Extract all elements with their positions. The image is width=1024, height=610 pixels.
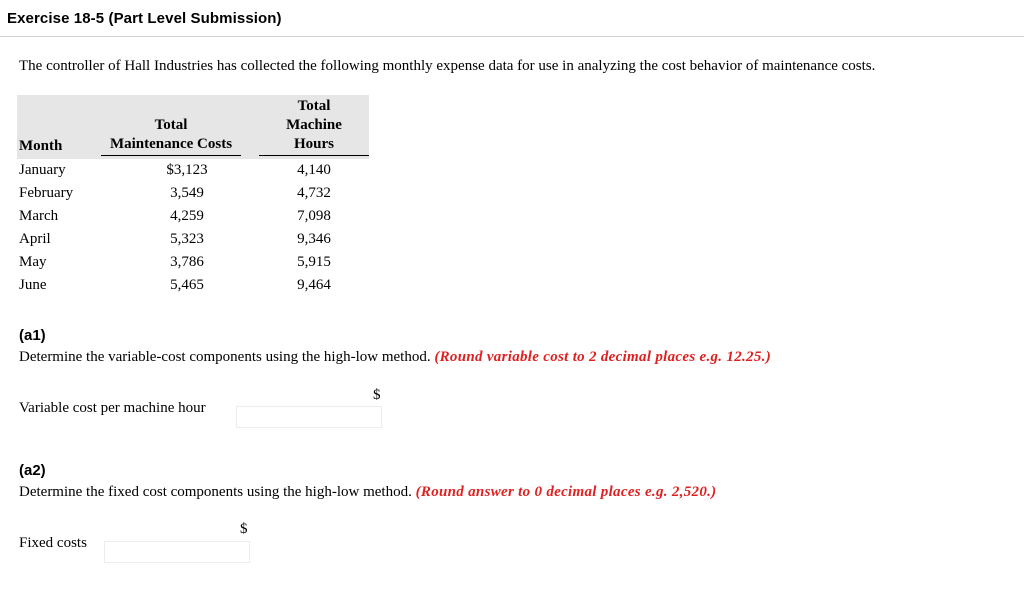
part-a2-label: (a2) [19, 462, 46, 479]
part-a1-question [19, 349, 771, 366]
month-cell: June [19, 277, 47, 293]
part-a2-hint: (Round answer to 0 decimal places e.g. 2,520.) [415, 484, 717, 500]
table-row [17, 159, 369, 182]
hours-header-line2: Machine [286, 117, 342, 133]
expense-data-table [17, 95, 369, 297]
cost-cell: 5,323 [170, 231, 204, 247]
hours-cell: 4,140 [297, 162, 331, 178]
cost-cell: 3,786 [170, 254, 204, 270]
variable-cost-input[interactable] [236, 406, 382, 428]
table-header-row [17, 95, 369, 159]
month-cell: May [19, 254, 47, 270]
part-a2-currency-symbol: $ [240, 521, 248, 537]
table-row [17, 228, 369, 251]
month-cell: January [19, 162, 66, 178]
cost-header-line1: Total [154, 117, 188, 133]
part-a1-label: (a1) [19, 327, 46, 344]
fixed-costs-label: Fixed costs [19, 535, 87, 551]
part-a1-hint: (Round variable cost to 2 decimal places e.g. 12.25.) [434, 349, 772, 365]
maintenance-costs-header [101, 95, 241, 159]
hours-cell: 9,464 [297, 277, 331, 293]
cost-cell: $3,123 [166, 162, 208, 178]
month-cell: March [19, 208, 59, 224]
part-a1-currency-symbol: $ [373, 387, 381, 403]
hours-cell: 9,346 [297, 231, 331, 247]
intro-text: The controller of Hall Industries has collected the following monthly expense data for use in analyzing the cost behavior of maintenance costs. [19, 58, 876, 74]
variable-cost-label: Variable cost per machine hour [19, 400, 206, 416]
fixed-costs-input[interactable] [104, 541, 250, 563]
header-spacer [241, 95, 259, 159]
month-header-label: Month [19, 138, 63, 154]
month-cell: February [19, 185, 74, 201]
hours-cell: 5,915 [297, 254, 331, 270]
month-header [17, 95, 101, 159]
table-row [17, 205, 369, 228]
title-divider [0, 36, 1024, 37]
machine-hours-header [259, 95, 369, 159]
part-a2-question [19, 484, 716, 501]
table-row [17, 251, 369, 274]
part-a2-question-text: Determine the fixed cost components using the high-low method. [19, 484, 412, 500]
cost-header-line2: Maintenance Costs [109, 136, 233, 152]
hours-cell: 7,098 [297, 208, 331, 224]
month-cell: April [19, 231, 51, 247]
part-a1-question-text: Determine the variable-cost components using the high-low method. [19, 349, 431, 365]
table-row [17, 274, 369, 297]
hours-header-line1: Total [297, 98, 331, 114]
cost-cell: 4,259 [170, 208, 204, 224]
hours-header-line3: Hours [293, 136, 334, 152]
exercise-title: Exercise 18-5 (Part Level Submission) [7, 10, 282, 27]
cost-cell: 5,465 [170, 277, 204, 293]
hours-cell: 4,732 [297, 185, 331, 201]
table-row [17, 182, 369, 205]
cost-cell: 3,549 [170, 185, 204, 201]
